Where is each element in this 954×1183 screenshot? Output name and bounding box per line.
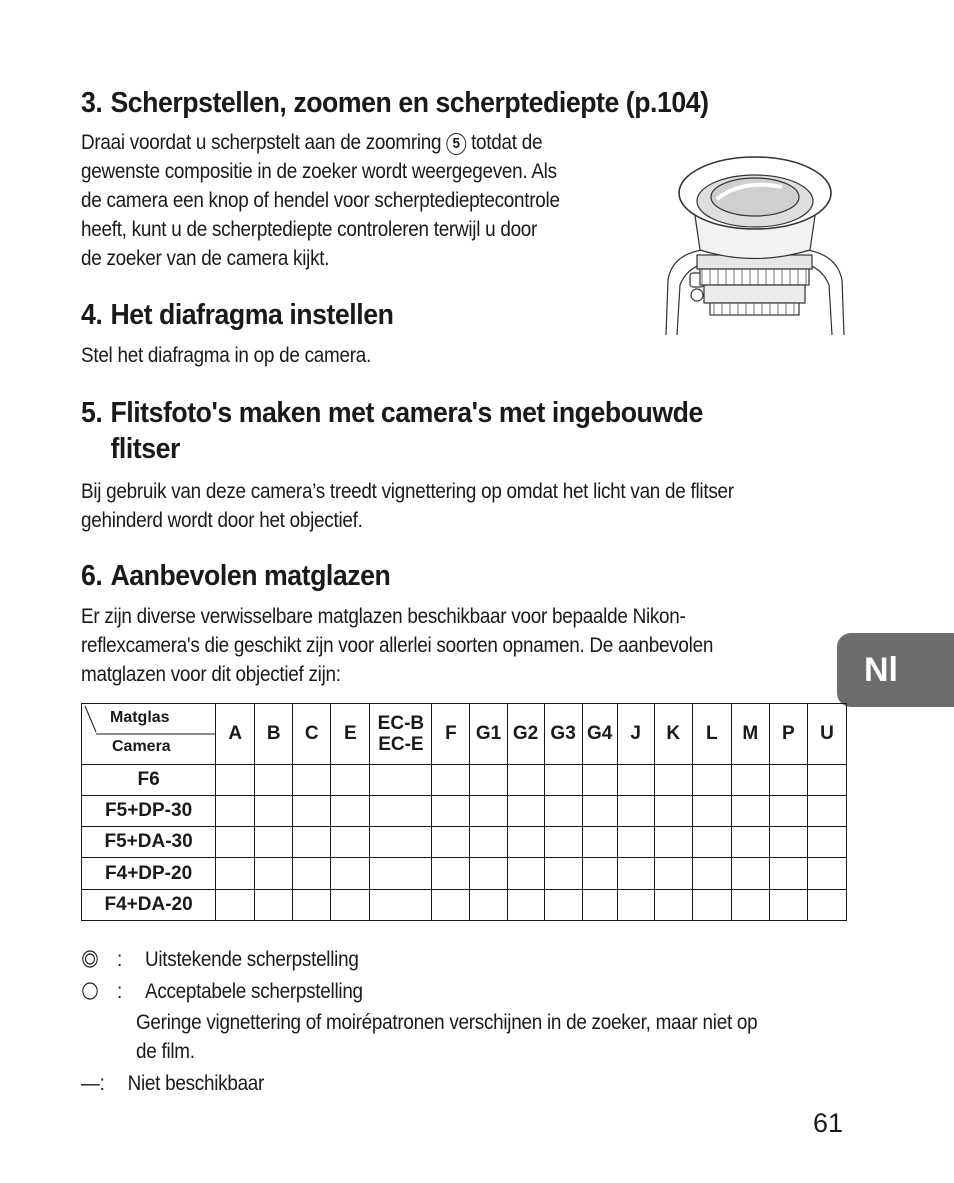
- row-label: F6: [82, 764, 216, 795]
- section-number: 4.: [81, 299, 103, 331]
- column-header: J: [617, 704, 654, 765]
- table-row: [82, 827, 847, 858]
- section-number: 5.: [81, 397, 103, 429]
- focusing-screen-table: [81, 703, 847, 921]
- row-label: F5+DA-30: [82, 827, 216, 858]
- section-number: 6.: [81, 560, 103, 592]
- row-label: F5+DP-30: [82, 795, 216, 826]
- circle-icon: [81, 977, 117, 1006]
- legend-text: Niet beschikbaar: [127, 1072, 265, 1095]
- heading-flitsfotos: [81, 395, 703, 467]
- heading-matglazen: [81, 558, 390, 594]
- section-title: Het diafragma instellen: [110, 299, 394, 331]
- column-header: G1: [470, 704, 507, 765]
- section-title-continued: flitser: [110, 433, 180, 465]
- legend-unavailable: —: Niet beschikbaar: [81, 1069, 264, 1098]
- heading-scherpstellen: [81, 85, 709, 121]
- legend-acceptable-note: Geringe vignettering of moirépatronen verschijnen in de zoeker, maar niet op de film.: [136, 1011, 758, 1063]
- column-header: F: [432, 704, 470, 765]
- paragraph-matglazen: Er zijn diverse verwisselbare matglazen beschikbaar voor bepaalde Nikon- reflexcamera's die geschikt zijn voor allerlei soorten opnamen. De aanbevolen matglazen voor dit objectief zijn:: [81, 605, 714, 686]
- column-header: G3: [544, 704, 582, 765]
- legend-text: Uitstekende scherpstelling: [144, 948, 359, 971]
- column-header: U: [807, 704, 846, 765]
- page-number: 61: [813, 1108, 844, 1138]
- table-row: [82, 795, 847, 826]
- column-header-ec: EC-B EC-E: [370, 704, 432, 765]
- dash-symbol: —: [81, 1072, 100, 1095]
- section-title: Scherpstellen, zoomen en scherptediepte (p.104): [110, 87, 709, 119]
- column-header: G2: [507, 704, 544, 765]
- legend-text: Acceptabele scherpstelling: [144, 980, 363, 1003]
- section-title: Aanbevolen matglazen: [110, 560, 391, 592]
- column-header: C: [293, 704, 331, 765]
- column-header: P: [769, 704, 807, 765]
- column-header: G4: [582, 704, 617, 765]
- column-header: B: [255, 704, 293, 765]
- table-row: [82, 889, 847, 920]
- language-tab: Nl: [837, 633, 954, 707]
- paragraph-flitsfotos: Bij gebruik van deze camera’s treedt vignettering op omdat het licht van de flitser gehinderd wordt door het objectief.: [81, 480, 734, 532]
- corner-label-matglas: Matglas: [110, 709, 170, 726]
- paragraph-scherpstellen: Draai voordat u scherpstelt aan de zoomring 5 totdat de gewenste compositie in de zoeker wordt weergegeven. Als de camera een knop of hendel voor scherptedieptecontrole heeft, kunt u de scherptediepte controleren terwijl u door de zoeker van de camera kijkt.: [81, 131, 560, 270]
- column-header: L: [692, 704, 731, 765]
- column-header: E: [331, 704, 370, 765]
- heading-diafragma: [81, 297, 393, 333]
- table-row: [82, 764, 847, 795]
- table-header-row: [82, 704, 847, 765]
- column-header: A: [216, 704, 255, 765]
- column-header: K: [654, 704, 692, 765]
- corner-label-camera: Camera: [112, 738, 171, 755]
- double-circle-icon: [81, 945, 117, 974]
- row-label: F4+DP-20: [82, 858, 216, 889]
- zoom-ring-marker: 5: [446, 133, 466, 155]
- section-title: Flitsfoto's maken met camera's met ingebouwde: [110, 397, 703, 429]
- legend-excellent: : Uitstekende scherpstelling: [81, 945, 359, 974]
- row-label: F4+DA-20: [82, 889, 216, 920]
- table-corner-cell: [82, 704, 216, 765]
- section-number: 3.: [81, 87, 103, 119]
- lens-on-camera-illustration: [662, 155, 847, 340]
- table-row: [82, 858, 847, 889]
- legend-acceptable: : Acceptabele scherpstelling: [81, 977, 363, 1006]
- paragraph-diafragma: Stel het diafragma in op de camera.: [81, 344, 371, 367]
- column-header: M: [731, 704, 769, 765]
